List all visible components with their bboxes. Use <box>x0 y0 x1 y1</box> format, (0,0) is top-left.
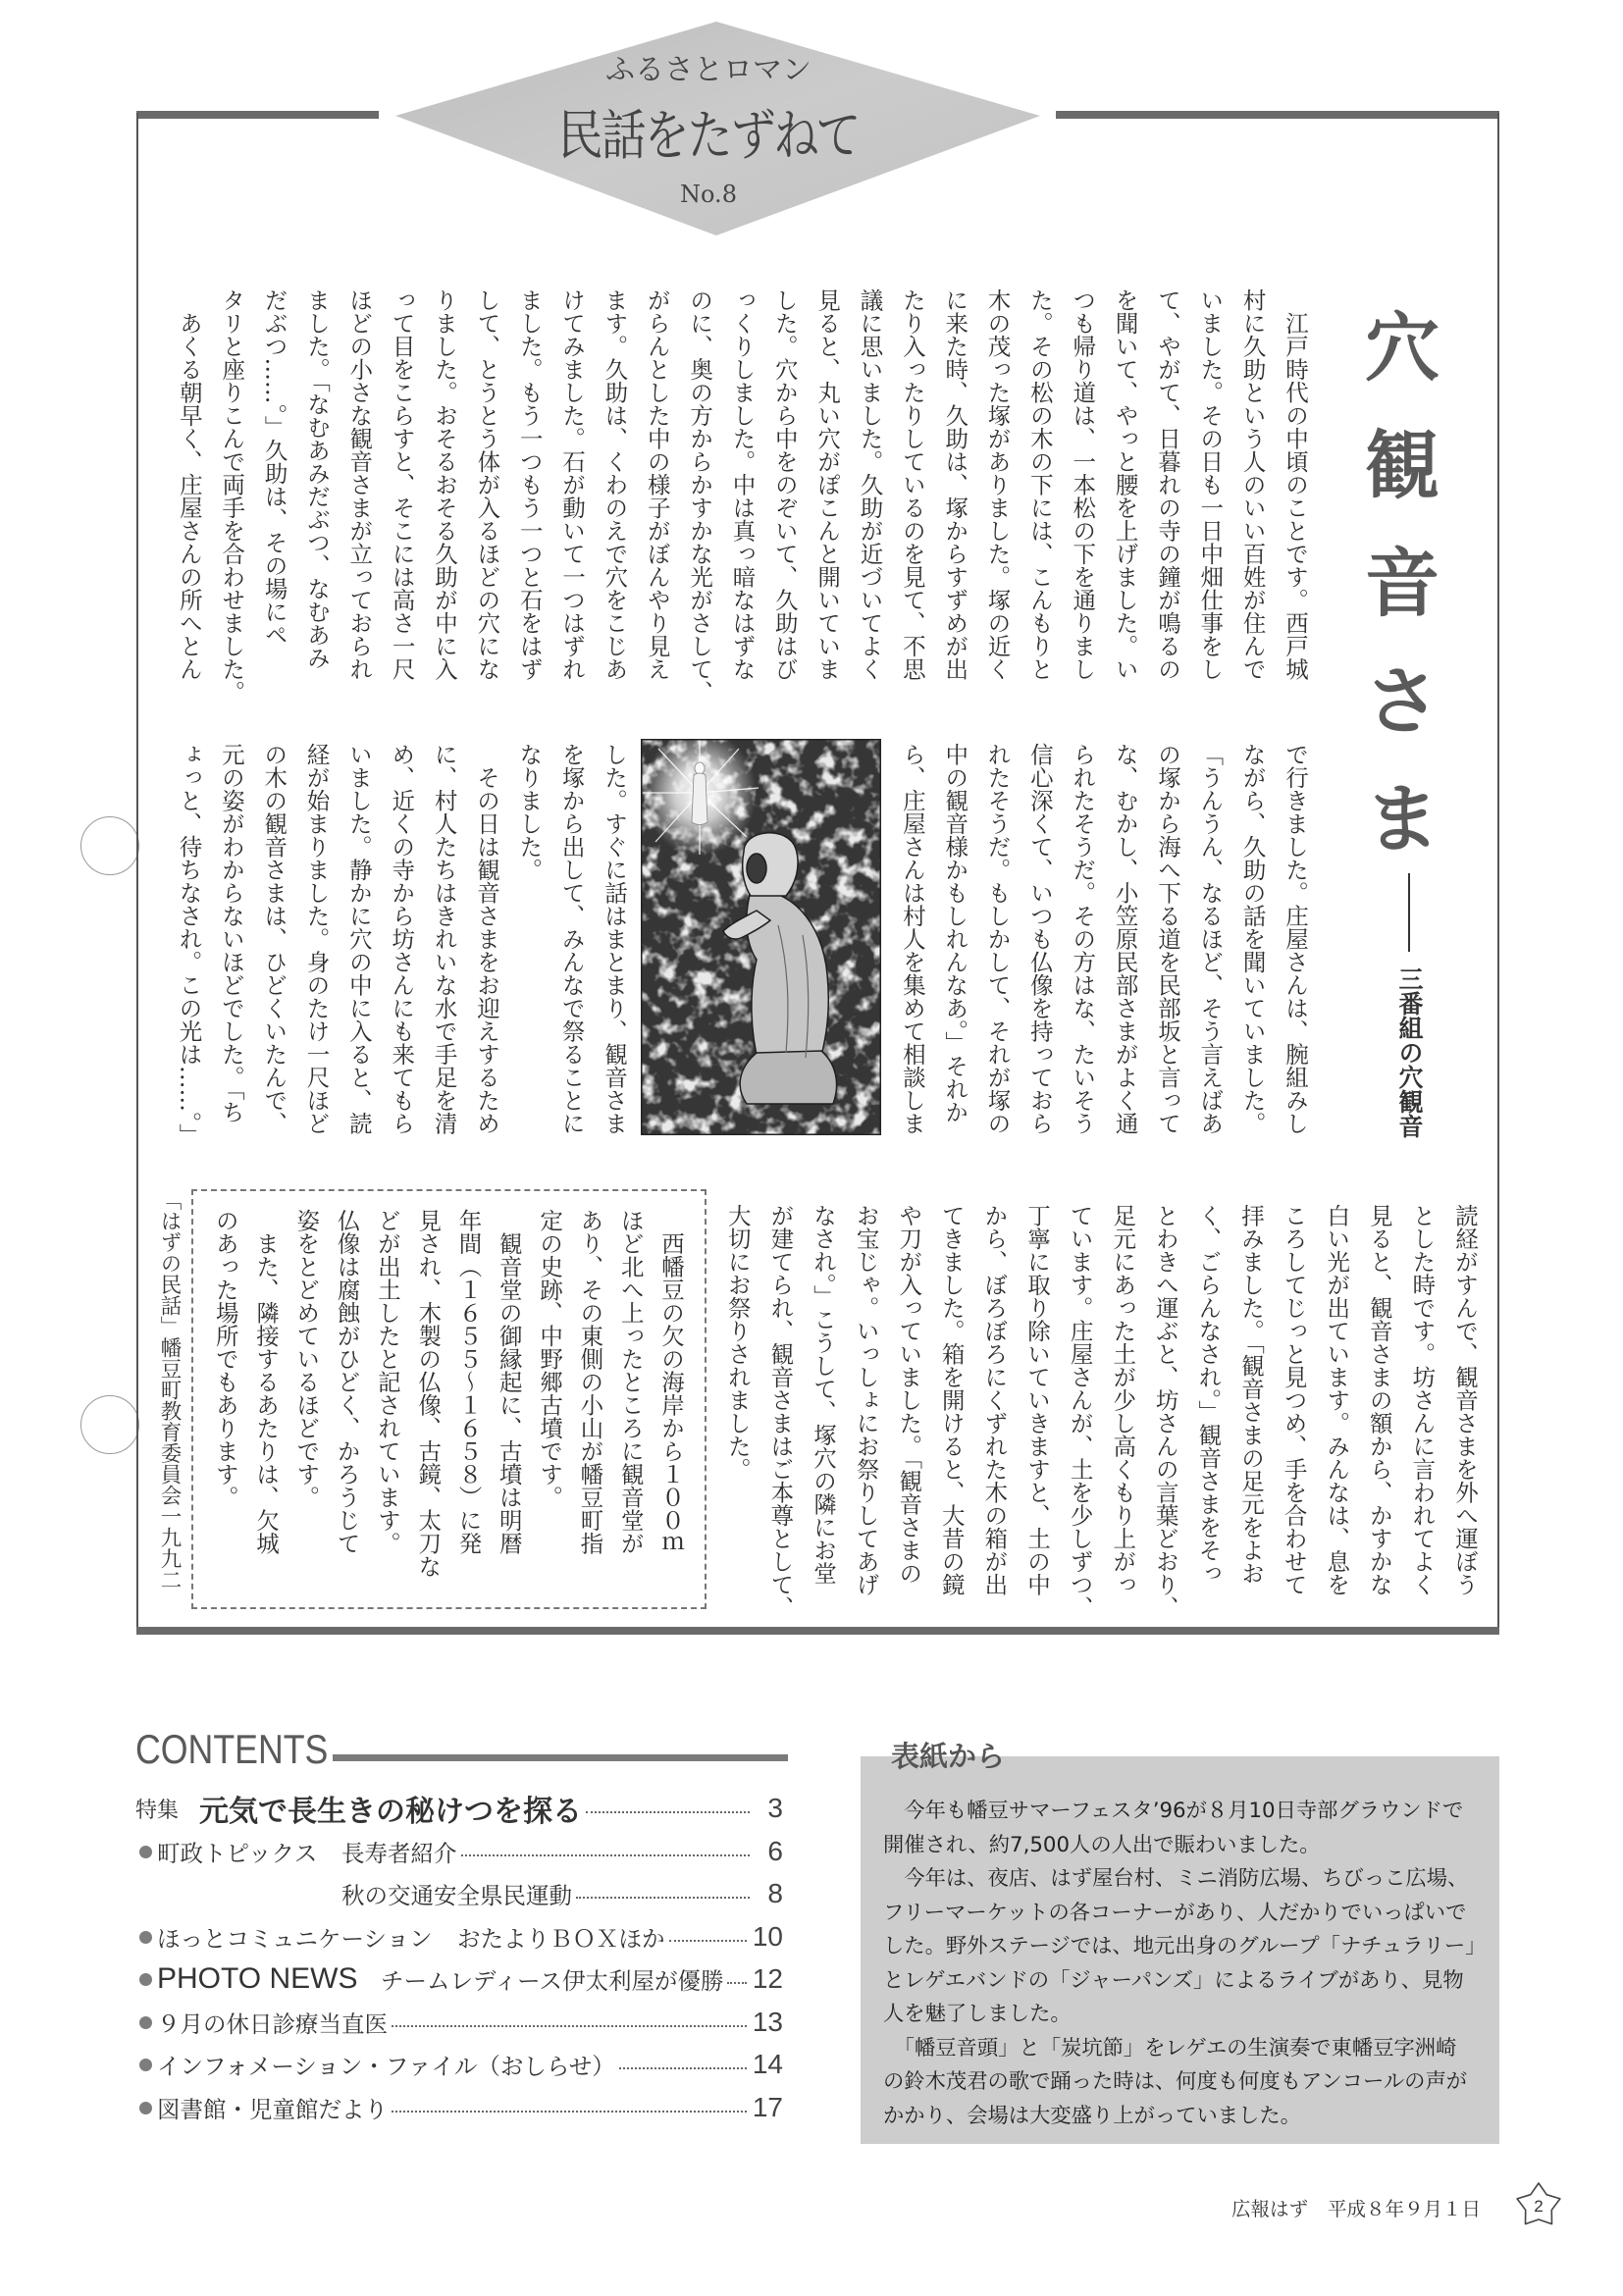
contents-item <box>135 2003 783 2042</box>
dot-leader <box>619 2067 747 2069</box>
binder-hole-top <box>80 816 139 875</box>
text-column: 足元にあった土が少し高くもり上がっ <box>1109 1204 1137 1596</box>
text-column: ほど北へ上ったところに観音堂が <box>616 1209 645 1555</box>
text-column: だぶつ……。」久助は、その場にペ <box>260 288 288 647</box>
dot-leader <box>727 1982 746 1984</box>
text-column: た。その松の木の下には、こんもりと <box>1025 288 1054 681</box>
bullet-icon <box>139 2059 152 2071</box>
text-column: いました。その日も一日中畑仕事をし <box>1196 288 1225 681</box>
text-column: して、とうとう体が入るほどの穴にな <box>473 288 501 681</box>
figure-face <box>747 854 766 883</box>
cover-note-line: 「幡豆音頭」と「炭坑節」をレゲエの生演奏で東幡豆字洲崎 <box>883 2035 1457 2061</box>
text-column: を聞いて、やっと腰を上げました。い <box>1111 288 1139 681</box>
text-column: 年間（１６５５～１６５８）に発 <box>454 1209 483 1555</box>
text-column: 木の茂った塚がありました。塚の近く <box>983 288 1012 681</box>
text-column: 議に思いました。久助が近づいてよく <box>856 288 884 681</box>
text-column: から、ぼろぼろにくずれた木の箱が出 <box>980 1204 1009 1596</box>
contents-sublabel: チームレディース伊太利屋が優勝 <box>381 1967 724 1995</box>
text-column: 定の史跡、中野郷古墳です。 <box>536 1209 564 1509</box>
text-column: れたそうだ。もしかして、それが塚の <box>983 743 1012 1135</box>
cover-note-line: フリーマーケットの各コーナーがあり、人だかりでいっぱいで <box>883 1900 1467 1925</box>
cover-note-line: かかり、会場は大変盛り上がっていました。 <box>883 2103 1301 2128</box>
frame-left-border <box>136 113 138 1632</box>
frame-top-bar-right <box>1056 111 1499 119</box>
text-column: く、ごらんなされ。」観音さまをそっ <box>1194 1204 1223 1585</box>
text-column: ました。「なむあみだぶつ、なむあみ <box>302 288 331 669</box>
text-column: した。すぐに話はまとまり、観音さま <box>601 743 628 1135</box>
text-column: あくる朝早く、庄屋さんの所へとん <box>175 288 203 681</box>
frame-right-border <box>1497 113 1499 1632</box>
contents-sublabel: 秋の交通安全県民運動 <box>341 1882 572 1909</box>
article-title-char: 観 <box>1365 422 1440 509</box>
cover-note-line: の鈴木茂君の歌で踊った時は、何度も何度もアンコールの声が <box>883 2069 1468 2094</box>
text-column: の木の観音さまは、ひどくいたんで、 <box>260 743 288 1135</box>
contents-label: PHOTO NEWS <box>157 1962 358 1995</box>
dot-leader <box>576 1897 750 1899</box>
cover-note-body <box>883 1795 1486 2133</box>
text-column: 見ると、観音さまの額から、かすかな <box>1365 1204 1393 1596</box>
text-column: タリと座りこんで両手を合わせました。 <box>218 288 246 704</box>
contents-page: 3 <box>767 1793 783 1823</box>
text-column: って目をこらすと、そこには高さ一尺 <box>388 288 416 681</box>
text-column: 経が始まりました。身のたけ一尺ほど <box>302 743 331 1135</box>
contents-item <box>135 1959 783 1999</box>
text-column: ながら、久助の話を聞いていました。 <box>1238 743 1267 1135</box>
dot-leader <box>586 1811 750 1813</box>
text-column: ています。庄屋さんが、土を少しずつ、 <box>1066 1204 1094 1619</box>
series-title: 民話をたずねて <box>557 103 860 168</box>
text-column: りました。おそるおそる久助が中に入 <box>431 288 458 681</box>
figure-legs <box>740 1051 836 1104</box>
text-column: め、近くの寺から坊さんにも来てもら <box>388 743 416 1135</box>
illustration <box>641 739 881 1135</box>
cover-note-line: 開催され、約7,500人の人出で賑わいました。 <box>883 1832 1321 1857</box>
text-column: ら、庄屋さんは村人を集めて相談しま <box>898 743 926 1135</box>
contents-item <box>135 1789 783 1828</box>
binder-hole-bottom <box>80 1395 139 1454</box>
contents-rule <box>333 1754 788 1761</box>
text-column: や刀が入っていました。「観音さまの <box>895 1204 923 1585</box>
cover-note-heading: 表紙から <box>891 1740 1006 1773</box>
text-column: られたそうだ。その方はな、たいそう <box>1069 743 1097 1135</box>
contents-item <box>135 1874 783 1913</box>
contents-page: 17 <box>752 2092 783 2122</box>
text-column: 「うんうん、なるほど、そう言えばあ <box>1196 743 1225 1135</box>
text-column: お宝じゃ。いっしょにお祭りしてあげ <box>852 1204 880 1596</box>
cover-note-panel <box>861 1756 1499 2144</box>
bullet-icon <box>139 2016 152 2029</box>
text-column: とわきへ運ぶと、坊さんの言葉どおり、 <box>1151 1204 1179 1619</box>
text-column: に来た時、久助は、塚からすずめが出 <box>941 288 969 681</box>
page-footer <box>1231 2198 1481 2221</box>
text-column: 拝みました。「観音さまの足元をよお <box>1237 1204 1265 1585</box>
text-column: 大切にお祭りされました。 <box>723 1204 752 1481</box>
bullet-icon <box>139 1973 152 1986</box>
text-column: なされ。」こうして、塚穴の隣にお堂 <box>810 1204 837 1585</box>
cover-note-line: 今年は、夜店、はず屋台村、ミニ消防広場、ちびっこ広場、 <box>883 1866 1469 1891</box>
text-column: 読経がすんで、観音さまを外へ運ぼう <box>1451 1204 1479 1596</box>
text-column: が建てられ、観音さまはご本尊として、 <box>766 1204 795 1619</box>
bullet-icon <box>139 1846 152 1858</box>
dot-leader <box>392 2025 747 2027</box>
contents-page: 8 <box>767 1878 783 1908</box>
contents-item <box>135 2045 783 2084</box>
page-number-star-icon <box>1514 2179 1563 2228</box>
text-column: つも帰り道は、一本松の下を通りまし <box>1069 288 1097 681</box>
text-column: なりました。 <box>515 743 544 881</box>
text-column: に、村人たちはきれいな水で手足を清 <box>430 743 458 1135</box>
text-column: 西幡豆の欠の海岸から１００ｍ <box>657 1209 685 1555</box>
text-column: がらんとした中の様子がぼんやり見え <box>643 288 671 681</box>
text-column: っくりしました。中は真っ暗なはずな <box>728 288 757 681</box>
text-column: 丁寧に取り除いていきますと、土の中 <box>1023 1204 1051 1596</box>
text-column: 見され、木製の仏像、古鏡、太刀な <box>414 1209 443 1578</box>
contents-page: 12 <box>752 1963 783 1994</box>
contents-label: 町政トピックス <box>157 1840 318 1867</box>
cover-note-line: 人を魅了しました。 <box>883 2002 1072 2026</box>
text-column: な、むかし、小笠原民部さまがよく通 <box>1111 743 1139 1135</box>
source-credit: 「はずの民話」幡豆町教育委員会一九九二 <box>157 1189 182 1591</box>
text-column: たり入ったりしているのを見て、不思 <box>898 288 926 681</box>
contents-page: 10 <box>752 1921 783 1952</box>
text-column: を塚から出して、みんなで祭ることに <box>557 743 586 1135</box>
text-column: ほどの小さな観音さまが立っておられ <box>345 288 374 681</box>
dot-leader <box>669 1940 747 1942</box>
cover-note-line: とレゲエバンドの「ジャーパンズ」によるライブがあり、見物 <box>883 1967 1464 1993</box>
text-column: けてみました。石が動いて一つはずれ <box>558 288 587 681</box>
contents-prefix: 特集 <box>135 1798 180 1823</box>
contents-label: 図書館・児童館だより <box>157 2096 388 2123</box>
text-column: ころしてじっと見つめ、手を合わせて <box>1280 1204 1308 1596</box>
article-title-char: さ <box>1365 657 1440 745</box>
text-column: 江戸時代の中頃のことです。西戸城 <box>1282 288 1309 681</box>
dot-leader <box>461 1854 751 1856</box>
text-column: て、やがて、日暮れの寺の鐘が鳴るの <box>1153 288 1181 681</box>
text-column: で行きました。庄屋さんは、腕組みし <box>1282 743 1309 1135</box>
text-column: 見ると、丸い穴がぽこんと開いていま <box>813 288 842 681</box>
series-kicker: ふるさとロマン <box>605 53 812 87</box>
article-title-char: ま <box>1365 775 1440 862</box>
bullet-icon <box>139 1931 152 1944</box>
text-column: ます。久助は、くわのえで穴をこじあ <box>601 288 629 681</box>
issue-number: No.8 <box>680 181 737 208</box>
text-column: のに、奥の方からかすかな光がさして、 <box>686 288 714 704</box>
frame-top-bar-left <box>136 111 379 119</box>
article-subtitle: 三番組の穴観音 <box>1395 966 1424 1138</box>
cover-note-line: 今年も幡豆サマーフェスタ’96が８月10日寺部グラウンドで <box>883 1799 1464 1823</box>
text-column: 白い光が出ています。みんなは、息を <box>1323 1204 1351 1596</box>
contents-label: インフォメーション・ファイル（おしらせ） <box>157 2053 615 2080</box>
dot-leader <box>392 2111 747 2113</box>
contents-sublabel: 長寿者紹介 <box>341 1840 457 1867</box>
subtitle-dash <box>1408 873 1410 952</box>
text-column: いました。静かに穴の中に入ると、読 <box>344 743 373 1135</box>
contents-label: ９月の休日診療当直医 <box>157 2010 388 2038</box>
text-column: てきました。箱を開けると、大昔の鏡 <box>937 1204 966 1596</box>
contents-label: ほっとコミュニケーション <box>157 1925 433 1953</box>
text-column: 観音堂の御縁起に、古墳は明暦 <box>495 1209 523 1555</box>
publication-name: 広報はず <box>1231 2198 1309 2220</box>
contents-item <box>135 2088 783 2127</box>
page-number: 2 <box>1534 2197 1544 2216</box>
contents-heading: CONTENTS <box>135 1726 329 1772</box>
text-column: あり、その東側の小山が幡豆町指 <box>576 1209 604 1555</box>
article-title-char: 音 <box>1365 540 1440 627</box>
text-column: 村に久助という人のいい百姓が住んで <box>1238 288 1267 681</box>
text-column: ました。もう一つもう一つと石をはず <box>515 288 544 681</box>
contents-page: 13 <box>752 2007 783 2037</box>
text-column: ょっと、待ちなされ。この光は……。」 <box>175 743 203 1147</box>
text-column: どが出土したと記されています。 <box>373 1209 401 1555</box>
contents-sublabel: おたよりＢＯＸほか <box>457 1925 665 1953</box>
text-column: 中の観音様かもしれんなあ。」それか <box>941 743 969 1123</box>
text-column: また、隣接するあたりは、欠城 <box>252 1209 280 1555</box>
contents-item <box>135 1917 783 1957</box>
cover-note-line: した。野外ステージでは、地元出身のグループ「ナチュラリー」 <box>883 1934 1487 1958</box>
text-column: した。穴から中をのぞいて、久助はび <box>770 288 799 681</box>
text-column: のあった場所でもあります。 <box>211 1209 239 1509</box>
text-column: 仏像は腐蝕がひどく、かろうじて <box>333 1209 361 1555</box>
issue-date: 平成８年９月１日 <box>1328 2198 1482 2220</box>
contents-page: 14 <box>752 2049 783 2079</box>
text-column: とした時です。坊さんに言われてよく <box>1408 1204 1437 1596</box>
text-column: その日は観音さまをお迎えするため <box>472 743 500 1135</box>
text-column: 元の姿がわからないほどでした。「ち <box>217 743 245 1123</box>
article-title-char: 穴 <box>1365 304 1440 391</box>
bullet-icon <box>139 2102 152 2114</box>
text-column: 信心深くて、いつも仏像を持っておら <box>1025 743 1054 1135</box>
contents-label: 元気で長生きの秘けつを探る <box>199 1795 583 1829</box>
contents-item <box>135 1832 783 1871</box>
contents-page: 6 <box>767 1836 783 1866</box>
text-column: 姿をとどめているほどです。 <box>292 1209 321 1509</box>
text-column: の塚から海へ下る道を民部坂と言って <box>1153 743 1181 1135</box>
